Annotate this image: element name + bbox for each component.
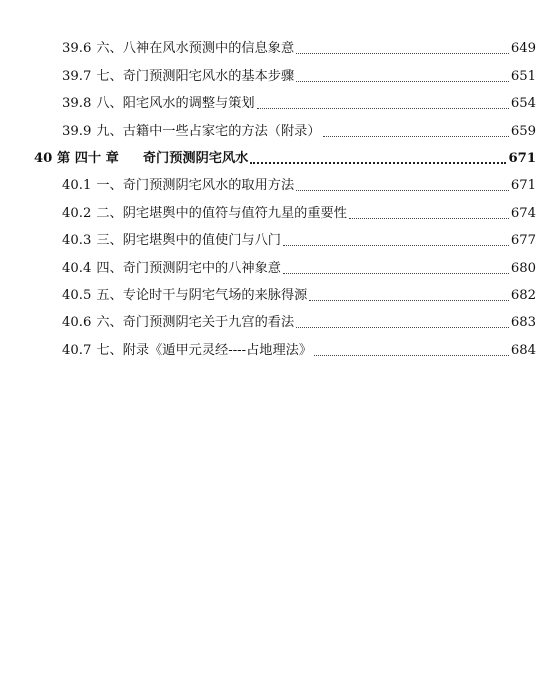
- toc-entry-page: 649: [510, 41, 536, 57]
- dot-leader: [309, 288, 508, 301]
- toc-entry[interactable]: [0, 30, 536, 57]
- toc-entry-number: 39.8: [62, 96, 92, 112]
- toc-entry-page: 651: [510, 68, 536, 84]
- dot-leader: [257, 96, 509, 109]
- toc-entry-number: 40.3: [62, 233, 92, 249]
- toc-entry-number: 40.7: [62, 342, 92, 358]
- toc-entry-page: 682: [510, 287, 536, 303]
- toc-entry-number: 40.6: [62, 315, 92, 331]
- toc-entry-title: 六、八神在风水预测中的信息象意: [96, 41, 295, 57]
- toc-entry-title: 八、阳宅风水的调整与策划: [96, 96, 255, 112]
- toc-entry-title: 五、专论时干与阴宅气场的来脉得源: [96, 287, 308, 303]
- dot-leader: [283, 261, 509, 274]
- toc-entry-page: 659: [510, 123, 536, 139]
- toc-entry-title: 七、附录《遁甲元灵经----占地理法》: [96, 342, 313, 358]
- toc-entry-page: 677: [510, 233, 536, 249]
- toc-chapter-title: 奇门预测阴宅风水: [142, 150, 249, 166]
- dot-leader: [296, 69, 509, 82]
- toc-entry-number: 39.9: [62, 123, 92, 139]
- toc-entry-title: 四、奇门预测阴宅中的八神象意: [96, 260, 281, 276]
- toc-entry-title: 二、阴宅堪舆中的值符与值符九星的重要性: [96, 205, 347, 221]
- toc-entry-title: 六、奇门预测阴宅关于九宫的看法: [96, 315, 295, 331]
- toc-entry-page: 674: [510, 205, 536, 221]
- toc-entry-page: 654: [510, 96, 536, 112]
- toc-entry[interactable]: [0, 249, 536, 276]
- toc-entry-page: 684: [510, 342, 536, 358]
- toc-chapter-entry[interactable]: [0, 140, 536, 167]
- toc-entry[interactable]: [0, 277, 536, 304]
- toc-entry[interactable]: [0, 331, 536, 358]
- toc-entry-title: 七、奇门预测阳宅风水的基本步骤: [96, 68, 295, 84]
- toc-entry-title: 九、古籍中一些占家宅的方法（附录）: [96, 123, 321, 139]
- toc-entry-title: 一、奇门预测阴宅风水的取用方法: [96, 178, 295, 194]
- toc-chapter-number: 40 第 四十 章: [34, 150, 119, 166]
- dot-leader: [250, 150, 506, 164]
- toc-entry-number: 40.1: [62, 178, 92, 194]
- toc-entry-number: 40.4: [62, 260, 92, 276]
- dot-leader: [323, 124, 509, 137]
- toc-entry-page: 671: [510, 178, 536, 194]
- toc-entry-number: 40.2: [62, 205, 92, 221]
- dot-leader: [349, 206, 509, 219]
- dot-leader: [283, 233, 509, 246]
- dot-leader: [296, 315, 509, 328]
- dot-leader: [314, 343, 509, 356]
- table-of-contents: [0, 30, 559, 359]
- toc-entry[interactable]: [0, 85, 536, 112]
- toc-entry-number: 39.6: [62, 41, 92, 57]
- toc-entry-number: 40.5: [62, 287, 92, 303]
- toc-entry[interactable]: [0, 304, 536, 331]
- toc-entry[interactable]: [0, 194, 536, 221]
- dot-leader: [296, 41, 509, 54]
- toc-entry-page: 680: [510, 260, 536, 276]
- toc-entry-page: 683: [510, 315, 536, 331]
- toc-chapter-page: 671: [508, 150, 536, 166]
- toc-entry[interactable]: [0, 167, 536, 194]
- toc-entry[interactable]: [0, 222, 536, 249]
- toc-entry[interactable]: [0, 112, 536, 139]
- toc-entry[interactable]: [0, 57, 536, 84]
- toc-entry-title: 三、阴宅堪舆中的值使门与八门: [96, 233, 281, 249]
- dot-leader: [296, 178, 509, 191]
- toc-entry-number: 39.7: [62, 68, 92, 84]
